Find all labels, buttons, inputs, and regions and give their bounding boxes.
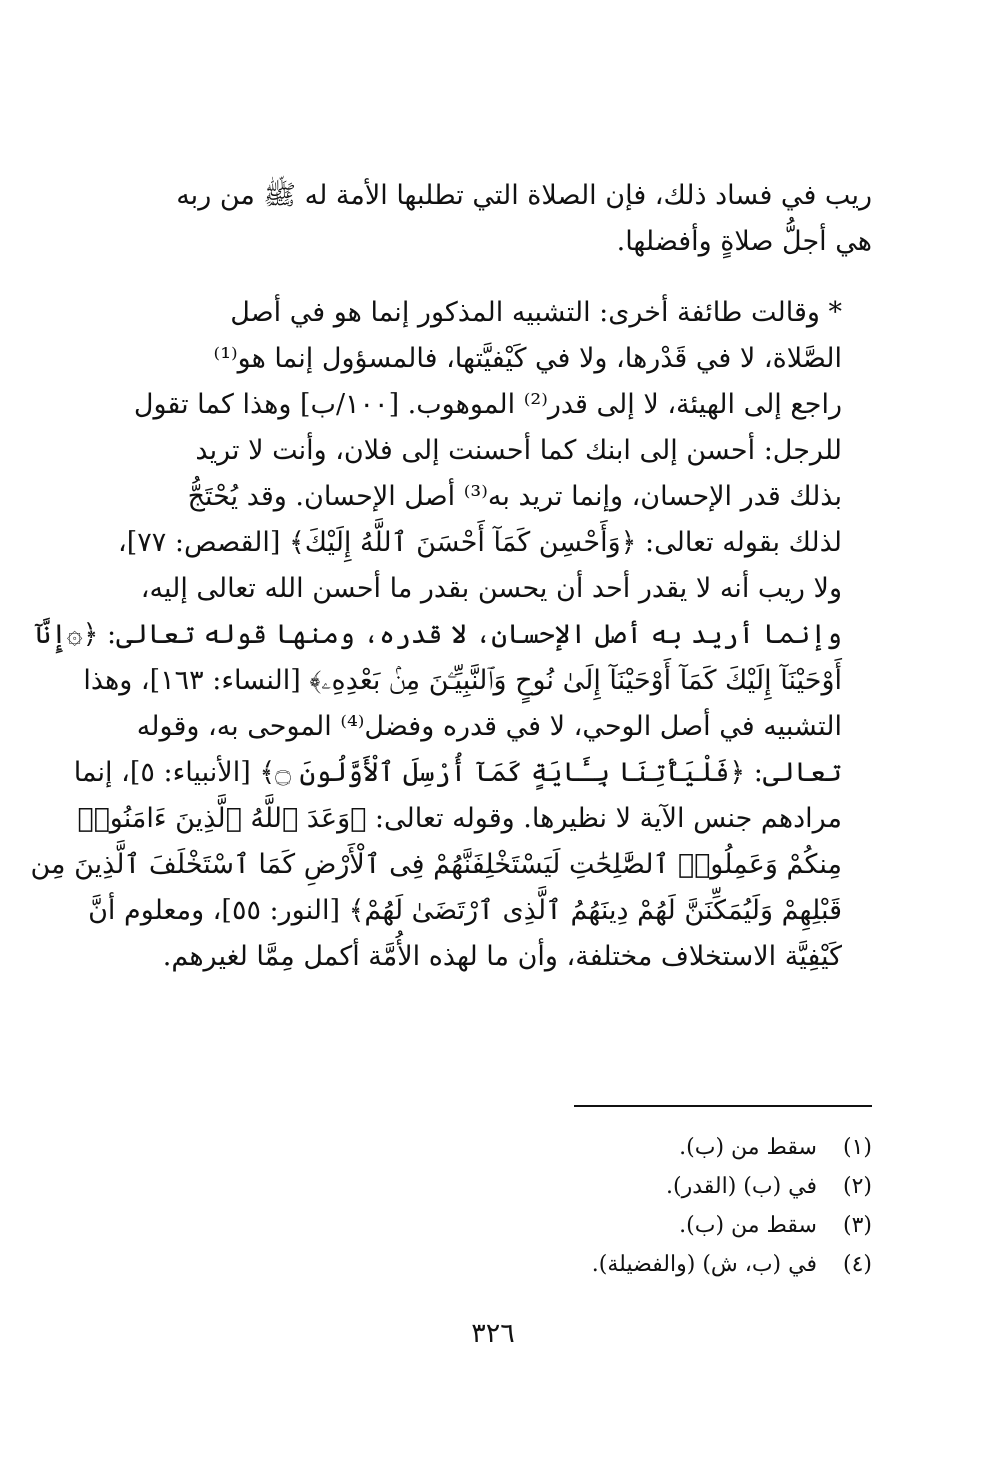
- footnote-item: [400, 1128, 872, 1167]
- footnote-text: سقط من (ب).: [679, 1135, 817, 1160]
- text-line: وإنما أريد به أصل الإحسان، لا قدره، ومنها قوله تعالى: ﴿۞إِنَّآ: [35, 619, 842, 650]
- footnote-text: في (ب، ش) (والفضيلة).: [591, 1252, 817, 1277]
- text-line: مرادهم جنس الآية لا نظيرها. وقوله تعالى: ﴿وَعَدَ ٱللَّهُ ٱلَّذِينَ ءَامَنُوا۟: [77, 803, 842, 834]
- text-line: ولا ريب أنه لا يقدر أحد أن يحسن بقدر ما أحسن الله تعالى إليه،: [140, 573, 842, 604]
- footnote-number: (٣): [842, 1213, 872, 1238]
- paragraph-1: [100, 173, 872, 265]
- text-line: التشبيه في أصل الوحي، لا في قدره وفضل⁽⁴⁾ الموحى به، وقوله: [136, 711, 842, 742]
- paragraph-2: [30, 290, 872, 980]
- text-line: * وقالت طائفة أخرى: التشبيه المذكور إنما هو في أصل: [230, 297, 842, 328]
- footnote-number: (٤): [842, 1252, 872, 1277]
- footnote-text: في (ب) (القدر).: [666, 1174, 817, 1199]
- footnote-item: [400, 1167, 872, 1206]
- text-line: ريب في فساد ذلك، فإن الصلاة التي تطلبها الأمة له ﷺ من ربه: [176, 180, 872, 211]
- text-line: كَيْفِيَّة الاستخلاف مختلفة، وأن ما لهذه الأُمَّة أكمل مِمَّا لغيرهم.: [162, 941, 842, 972]
- text-line: قَبْلِهِمْ وَلَيُمَكِّنَنَّ لَهُمْ دِينَهُمُ ٱلَّذِى ٱرْتَضَىٰ لَهُمْ﴾ [النور: ٥٥]، ومعلوم أنَّ: [88, 895, 842, 926]
- footnote-item: [400, 1245, 872, 1284]
- footnote-divider: [574, 1105, 872, 1107]
- text-line: تعالى: ﴿فَلْيَأْتِنَا بِـَٔايَةٍ كَمَآ أُرْسِلَ ٱلْأَوَّلُونَ ۝﴾ [الأنبياء: ٥]، إنما: [73, 757, 842, 788]
- text-line: الصَّلاة، لا في قَدْرها، ولا في كَيْفيَّتها، فالمسؤول إنما هو⁽¹⁾: [213, 343, 842, 374]
- footnote-item: [400, 1206, 872, 1245]
- footnote-number: (٢): [842, 1174, 872, 1199]
- text-line: هي أجلُّ صلاةٍ وأفضلها.: [616, 226, 872, 257]
- footnote-number: (١): [842, 1135, 872, 1160]
- footnote-text: سقط من (ب).: [679, 1213, 817, 1238]
- text-line: أَوْحَيْنَآ إِلَيْكَ كَمَآ أَوْحَيْنَآ إِلَىٰ نُوحٍ وَٱلنَّبِيِّـۧنَ مِنۢ بَعْدِهِۦ﴾ [النساء: ١٦٣]، وهذا: [83, 665, 842, 696]
- footnotes-list: [400, 1128, 872, 1284]
- text-line: للرجل: أحسن إلى ابنك كما أحسنت إلى فلان، وأنت لا تريد: [195, 435, 842, 466]
- text-line: بذلك قدر الإحسان، وإنما تريد به⁽³⁾ أصل الإحسان. وقد يُحْتَجُّ: [187, 481, 842, 512]
- text-line: مِنكُمْ وَعَمِلُوا۟ ٱلصَّٰلِحَٰتِ لَيَسْتَخْلِفَنَّهُمْ فِى ٱلْأَرْضِ كَمَا ٱسْتَخْلَفَ ٱلَّذِينَ مِن: [30, 849, 842, 880]
- page-number: ٣٢٦: [471, 1318, 515, 1349]
- text-line: راجع إلى الهيئة، لا إلى قدر⁽²⁾ الموهوب. [١٠٠/ب] وهذا كما تقول: [133, 389, 842, 420]
- text-line: لذلك بقوله تعالى: ﴿وَأَحْسِن كَمَآ أَحْسَنَ ٱللَّهُ إِلَيْكَ﴾ [القصص: ٧٧]،: [118, 527, 842, 558]
